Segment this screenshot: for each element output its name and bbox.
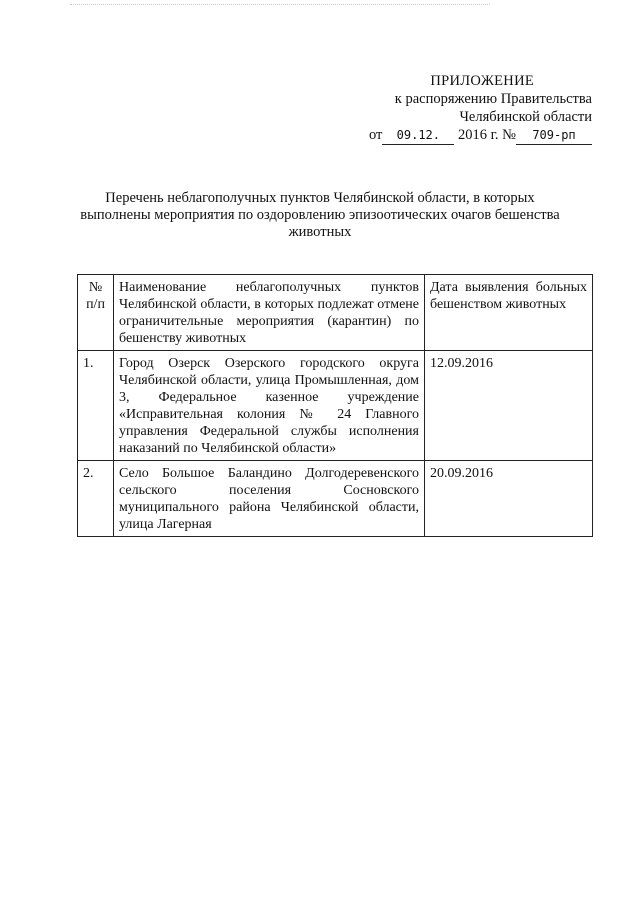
table-header-row (78, 275, 593, 351)
row-number: 1. (78, 351, 114, 461)
header-detection-date: Дата выявления больных бешенством животных (425, 275, 593, 351)
appendix-order-reference: к распоряжению Правительства (394, 91, 592, 107)
order-number: 709-рп (516, 126, 592, 145)
outbreak-table (77, 274, 593, 537)
table-row (78, 351, 593, 461)
appendix-region: Челябинской области (459, 109, 592, 125)
header-location: Наименование неблагополучных пунктов Челябинской области, в которых подлежат отмене ограничительные мероприятия (карантин) по бешенству животных (114, 275, 425, 351)
row-number: 2. (78, 461, 114, 537)
table-row (78, 461, 593, 537)
order-line (330, 126, 592, 145)
order-prefix: от (368, 127, 383, 143)
order-date: 09.12. (382, 126, 454, 145)
appendix-title: ПРИЛОЖЕНИЕ (430, 73, 534, 89)
document-heading: Перечень неблагополучных пунктов Челябинской области, в которых выполнены мероприятия по оздоровлению эпизоотических очагов бешенства животных (80, 190, 560, 240)
order-year: 2016 г. № (457, 127, 516, 143)
appendix-block (330, 72, 592, 145)
row-detection-date: 12.09.2016 (425, 351, 593, 461)
header-number: № п/п (78, 275, 114, 351)
row-detection-date: 20.09.2016 (425, 461, 593, 537)
row-location: Село Большое Баландино Долгодеревенского сельского поселения Сосновского муниципального района Челябинской области, улица Лагерная (114, 461, 425, 537)
row-location: Город Озерск Озерского городского округа Челябинской области, улица Промышленная, дом 3, Федеральное казенное учреждение «Исправительная колония № 24 Главного управления Федеральной службы исполнения наказаний по Челябинской области» (114, 351, 425, 461)
scan-artifact-line (70, 4, 490, 7)
